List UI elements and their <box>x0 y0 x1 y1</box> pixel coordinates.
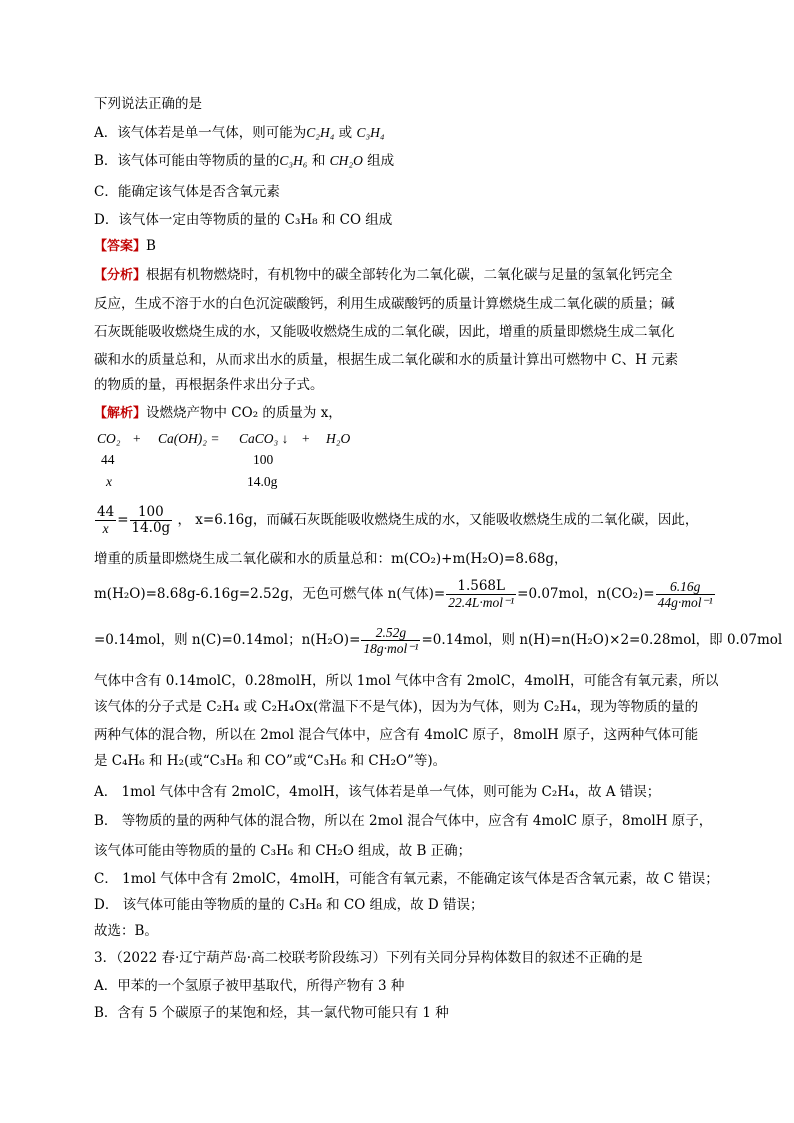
formula-c3h4: C₃H₄ <box>356 125 385 140</box>
formula-ch2o: CH₂O <box>329 153 363 168</box>
answer-value: B <box>146 238 156 254</box>
analysis-line-3: 石灰既能吸收燃烧生成的水，又能吸收燃烧生成的二氧化碳，因此，增重的质量即燃烧生成二氧化 <box>94 324 675 340</box>
eq-mass-44: 44 <box>101 452 115 467</box>
eq-h2o: H₂O <box>326 431 351 446</box>
formula-c3h6: C₃H₆ <box>279 153 308 168</box>
solution-d: D． 该气体可能由等物质的量的 C₃H₈ 和 CO 组成，故 D 错误； <box>94 897 484 913</box>
option-b-and: 和 <box>307 153 330 169</box>
co2-num: 6.16g <box>656 579 715 595</box>
final-choice: 故选：B。 <box>94 923 158 939</box>
h2o-mass-text: m(H₂O)=8.68g-6.16g=2.52g，无色可燃气体 n(气体)= <box>94 586 446 602</box>
option-b <box>94 152 394 170</box>
fraction-gas <box>446 579 516 610</box>
paragraph-line-2: 该气体的分子式是 C₂H₄ 或 C₂H₄Ox(常温下不是气体)，因为为气体，则为 C₂H₄，现为等物质的量的 <box>94 699 699 715</box>
eq-caoh2: Ca(OH)₂ = <box>158 431 220 446</box>
eq-plus-1: + <box>133 431 141 446</box>
option-b-tail: 组成 <box>362 153 395 169</box>
n-co2-text: =0.07mol，n(CO₂)= <box>517 586 655 602</box>
solution-b-2: 该气体可能由等物质的量的 C₃H₆ 和 CH₂O 组成，故 B 正确； <box>94 843 472 859</box>
proportion-text: ， x=6.16g，而碱石灰既能吸收燃烧生成的水，又能吸收燃烧生成的二氧化碳，因此， <box>173 512 699 528</box>
frac1-num: 44 <box>97 504 115 520</box>
h2o-den: 18g·mol⁻¹ <box>363 641 419 656</box>
eq-mass-x: x <box>106 474 112 489</box>
gas-num: 1.568L <box>446 579 516 595</box>
fraction-co2 <box>656 579 715 610</box>
eq-co2: CO₂ <box>97 431 121 446</box>
eq-mass-14: 14.0g <box>247 474 278 489</box>
paragraph-line-3: 两种气体的混合物，所以在 2mol 混合气体中，应含有 4molC 原子，8molH 原子，这两种气体可能 <box>94 727 699 743</box>
analysis-text-1: 根据有机物燃烧时，有机物中的碳全部转化为二氧化碳，二氧化碳与足量的氢氧化钙完全 <box>146 267 673 283</box>
solution-b-1: B． 等物质的量的两种气体的混合物，所以在 2mol 混合气体中，应含有 4molC 原子，8molH 原子， <box>94 813 713 829</box>
question-stem: 下列说法正确的是 <box>94 96 202 112</box>
h2o-mass-line <box>94 578 716 610</box>
option-c: C．能确定该气体是否含氧元素 <box>94 184 280 200</box>
analysis-line-1 <box>94 266 673 285</box>
mass-sum-line: 增重的质量即燃烧生成二氧化碳和水的质量总和：m(CO₂)+m(H₂O)=8.68g， <box>94 551 568 567</box>
option-a <box>94 124 385 142</box>
question-3-stem: 3．（2022 春·辽宁葫芦岛·高二校联考阶段练习）下列有关同分异构体数目的叙述不正确的是 <box>94 950 643 966</box>
eq-plus-2: + <box>302 431 310 446</box>
analysis-line-4: 碳和水的质量总和，从而求出水的质量，根据生成二氧化碳和水的质量计算出可燃物中 C、H 元素 <box>94 352 679 368</box>
fraction-44-over-x <box>95 505 116 536</box>
analysis-line-2: 反应，生成不溶于水的白色沉淀碳酸钙，利用生成碳酸钙的质量计算燃烧生成二氧化碳的质量；碱 <box>94 296 675 312</box>
solution-line-1 <box>94 404 342 423</box>
answer-tag: 【答案】 <box>94 239 147 254</box>
analysis-line-5: 的物质的量，再根据条件求出分子式。 <box>94 377 324 393</box>
analysis-tag: 【分析】 <box>94 268 147 283</box>
gas-den: 22.4L·mol⁻¹ <box>448 595 515 610</box>
fraction-h2o <box>361 625 420 656</box>
frac1-den: x <box>102 521 109 536</box>
answer-line <box>94 237 156 256</box>
proportion-line <box>94 503 698 537</box>
question-3-option-b: B．含有 5 个碳原子的某饱和烃，其一氯代物可能只有 1 种 <box>94 1005 449 1021</box>
frac2-num: 100 <box>130 505 173 521</box>
question-3-option-a: A．甲苯的一个氢原子被甲基取代，所得产物有 3 种 <box>94 978 405 994</box>
solution-text-1: 设燃烧产物中 CO₂ 的质量为 x， <box>146 405 342 421</box>
solution-tag: 【解析】 <box>94 406 147 421</box>
frac-eq: = <box>117 512 129 528</box>
option-b-text: B．该气体可能由等物质的量的 <box>94 153 280 169</box>
moles-line <box>94 624 782 656</box>
solution-c: C． 1mol 气体中含有 2molC，4molH，可能含有氧元素，不能确定该气体是否含氧元素，故 C 错误； <box>94 871 719 887</box>
solution-a: A． 1mol 气体中含有 2molC，4molH，该气体若是单一气体，则可能为 C₂H₄，故 A 错误； <box>94 784 661 800</box>
fraction-100-over-14 <box>130 505 173 536</box>
h2o-num: 2.52g <box>361 625 420 641</box>
moles-text-b: =0.14mol，则 n(H)=n(H₂O)×2=0.28mol，即 0.07mol <box>421 632 783 648</box>
formula-c2h4: C₂H₄ <box>306 125 335 140</box>
option-a-text: A．该气体若是单一气体，则可能为 <box>94 125 307 141</box>
moles-text-a: =0.14mol，则 n(C)=0.14mol；n(H₂O)= <box>94 632 361 648</box>
paragraph-line-1: 气体中含有 0.14molC，0.28molH，所以 1mol 气体中含有 2molC，4molH，可能含有氧元素，所以 <box>94 673 719 689</box>
option-a-or: 或 <box>334 125 357 141</box>
co2-den: 44g·mol⁻¹ <box>657 595 713 610</box>
eq-mass-100: 100 <box>253 452 274 467</box>
paragraph-line-4: 是 C₄H₆ 和 H₂(或“C₃H₈ 和 CO”或“C₃H₆ 和 CH₂O”等)。 <box>94 753 447 769</box>
frac2-den: 14.0g <box>131 520 171 536</box>
eq-caco3: CaCO₃ ↓ <box>239 431 289 446</box>
option-d: D．该气体一定由等物质的量的 C₃H₈ 和 CO 组成 <box>94 212 393 228</box>
